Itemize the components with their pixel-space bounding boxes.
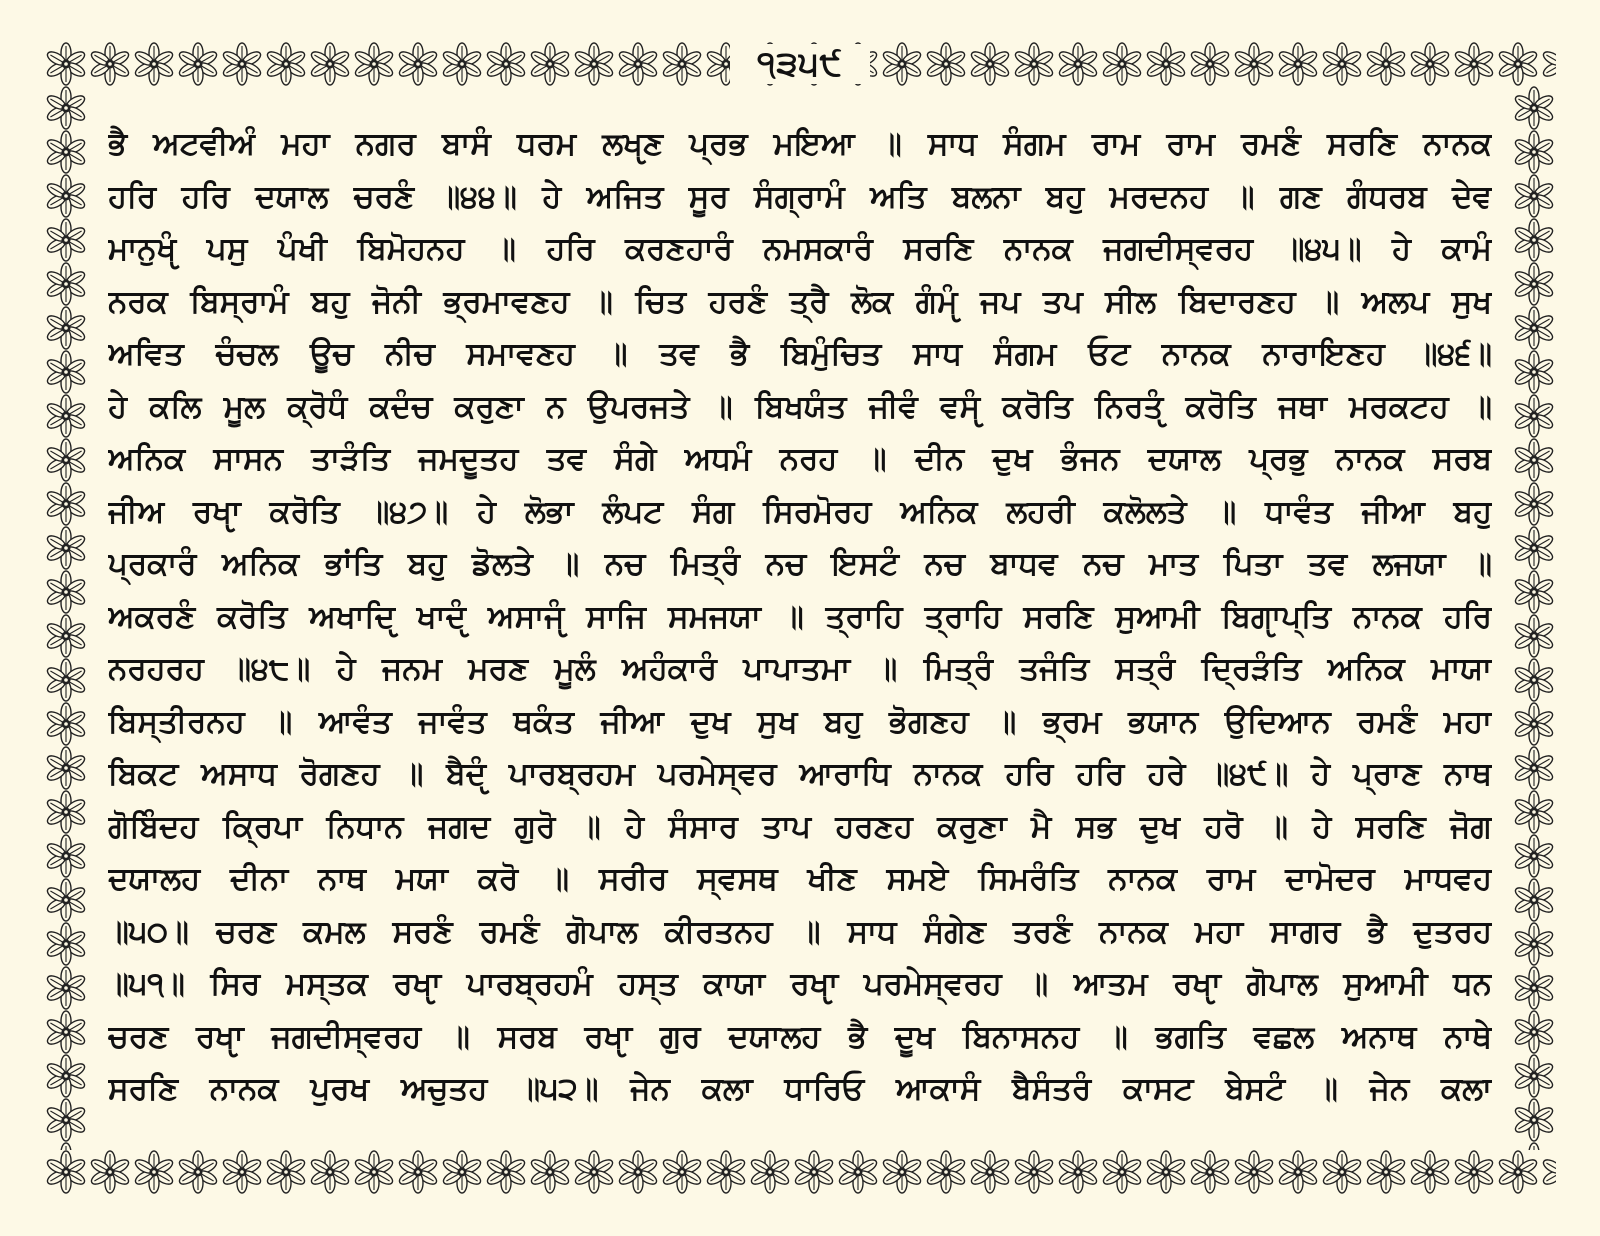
text-line: ਸਰਣਿ ਨਾਨਕ ਪੁਰਖ ਅਚੁਤਹ ॥੫੨॥ ਜੇਨ ਕਲਾ ਧਾਰਿਓ ਆਕਾਸੰ ਬੈਸੰਤਰੰ ਕਾਸਟ ਬੇਸਟੰ ॥ ਜੇਨ ਕਲਾ bbox=[108, 1071, 1492, 1107]
floral-border-right bbox=[1512, 86, 1556, 1150]
text-line: ॥੫੦॥ ਚਰਣ ਕਮਲ ਸਰਣੰ ਰਮਣੰ ਗੋਪਾਲ ਕੀਰਤਨਹ ॥ ਸਾਧ ਸੰਗੇਣ ਤਰਣੰ ਨਾਨਕ ਮਹਾ ਸਾਗਰ ਭੈ ਦੁਤਰਹ bbox=[108, 913, 1492, 950]
floral-border-left bbox=[44, 86, 88, 1150]
text-line: ਭੈ ਅਟਵੀਅੰ ਮਹਾ ਨਗਰ ਬਾਸੰ ਧਰਮ ਲਖੵਣ ਪ੍ਰਭ ਮਇਆ ॥ ਸਾਧ ਸੰਗਮ ਰਾਮ ਰਾਮ ਰਮਣੰ ਸਰਣਿ ਨਾਨਕ bbox=[108, 126, 1492, 162]
text-line: ਗੋਬਿੰਦਹ ਕ੍ਰਿਪਾ ਨਿਧਾਨ ਜਗਦ ਗੁਰੋ ॥ ਹੇ ਸੰਸਾਰ ਤਾਪ ਹਰਣਹ ਕਰੁਣਾ ਮੈ ਸਭ ਦੁਖ ਹਰੋ ॥ ਹੇ ਸਰਣਿ ਜੋਗ bbox=[108, 808, 1492, 845]
text-line: ॥੫੧॥ ਸਿਰ ਮਸ੍ਤਕ ਰਖੵਾ ਪਾਰਬ੍ਰਹਮੰ ਹਸ੍ਤ ਕਾਯਾ ਰਖੵਾ ਪਰਮੇਸ੍ਵਰਹ ॥ ਆਤਮ ਰਖੵਾ ਗੋਪਾਲ ਸੁਆਮੀ ਧਨ bbox=[108, 966, 1492, 1002]
text-line: ਨਰਕ ਬਿਸ੍ਰਾਮੰ ਬਹੁ ਜੋਨੀ ਭ੍ਰਮਾਵਣਹ ॥ ਚਿਤ ਹਰਣੰ ਤ੍ਰੈ ਲੋਕ ਗੰਮੵੰ ਜਪ ਤਪ ਸੀਲ ਬਿਦਾਰਣਹ ॥ ਅਲਪ ਸੁਖ bbox=[108, 283, 1492, 320]
text-line: ਪ੍ਰਕਾਰੰ ਅਨਿਕ ਭਾਂਤਿ ਬਹੁ ਡੋਲਤੇ ॥ ਨਚ ਮਿਤ੍ਰੰ ਨਚ ਇਸਟੰ ਨਚ ਬਾਧਵ ਨਚ ਮਾਤ ਪਿਤਾ ਤਵ ਲਜਯਾ ॥ bbox=[108, 546, 1492, 582]
text-line: ਅਨਿਕ ਸਾਸਨ ਤਾੜੰਤਿ ਜਮਦੂਤਹ ਤਵ ਸੰਗੇ ਅਧਮੰ ਨਰਹ ॥ ਦੀਨ ਦੁਖ ਭੰਜਨ ਦਯਾਲ ਪ੍ਰਭੁ ਨਾਨਕ ਸਰਬ bbox=[108, 441, 1492, 477]
page-number: ੧੩੫੯ bbox=[730, 44, 870, 84]
floral-border-bottom bbox=[44, 1150, 1556, 1194]
text-line: ਮਾਨੁਖੵੰ ਪਸੁ ਪੰਖੀ ਬਿਮੋਹਨਹ ॥ ਹਰਿ ਕਰਣਹਾਰੰ ਨਮਸਕਾਰੰ ਸਰਣਿ ਨਾਨਕ ਜਗਦੀਸ੍ਵਰਹ ॥੪੫॥ ਹੇ ਕਾਮੰ bbox=[108, 231, 1492, 267]
gurbani-text bbox=[108, 118, 1492, 1118]
text-line: ਅਵਿਤ ਚੰਚਲ ਊਚ ਨੀਚ ਸਮਾਵਣਹ ॥ ਤਵ ਭੈ ਬਿਮੁੰਚਿਤ ਸਾਧ ਸੰਗਮ ਓਟ ਨਾਨਕ ਨਾਰਾਇਣਹ ॥੪੬॥ bbox=[108, 336, 1492, 372]
text-line: ਚਰਣ ਰਖੵਾ ਜਗਦੀਸ੍ਵਰਹ ॥ ਸਰਬ ਰਖੵਾ ਗੁਰ ਦਯਾਲਹ ਭੈ ਦੂਖ ਬਿਨਾਸਨਹ ॥ ਭਗਤਿ ਵਛਲ ਅਨਾਥ ਨਾਥੇ bbox=[108, 1018, 1492, 1055]
text-line: ਬਿਕਟ ਅਸਾਧ ਰੋਗਣਹ ॥ ਬੈਦੵੰ ਪਾਰਬ੍ਰਹਮ ਪਰਮੇਸ੍ਵਰ ਆਰਾਧਿ ਨਾਨਕ ਹਰਿ ਹਰਿ ਹਰੇ ॥੪੯॥ ਹੇ ਪ੍ਰਾਣ ਨਾਥ bbox=[108, 756, 1492, 792]
text-line: ਨਰਹਰਹ ॥੪੮॥ ਹੇ ਜਨਮ ਮਰਣ ਮੂਲੰ ਅਹੰਕਾਰੰ ਪਾਪਾਤਮਾ ॥ ਮਿਤ੍ਰੰ ਤਜੰਤਿ ਸਤ੍ਰੰ ਦ੍ਰਿੜੰਤਿ ਅਨਿਕ ਮਾਯਾ bbox=[108, 651, 1492, 687]
text-line: ਹੇ ਕਲਿ ਮੂਲ ਕ੍ਰੋਧੰ ਕਦੰਚ ਕਰੁਣਾ ਨ ਉਪਰਜਤੇ ॥ ਬਿਖਯੰਤ ਜੀਵੰ ਵਸੵੰ ਕਰੋਤਿ ਨਿਰਤੵੰ ਕਰੋਤਿ ਜਥਾ ਮਰਕਟਹ ॥ bbox=[108, 388, 1492, 425]
text-line: ਜੀਅ ਰਖੵਾ ਕਰੋਤਿ ॥੪੭॥ ਹੇ ਲੋਭਾ ਲੰਪਟ ਸੰਗ ਸਿਰਮੋਰਹ ਅਨਿਕ ਲਹਰੀ ਕਲੋਲਤੇ ॥ ਧਾਵੰਤ ਜੀਆ ਬਹੁ bbox=[108, 493, 1492, 530]
text-line: ਹਰਿ ਹਰਿ ਦਯਾਲ ਚਰਣੰ ॥੪੪॥ ਹੇ ਅਜਿਤ ਸੂਰ ਸੰਗ੍ਰਾਮੰ ਅਤਿ ਬਲਨਾ ਬਹੁ ਮਰਦਨਹ ॥ ਗਣ ਗੰਧਰਬ ਦੇਵ bbox=[108, 178, 1492, 215]
text-line: ਅਕਰਣੰ ਕਰੋਤਿ ਅਖਾਦੵਿ ਖਾਦੵੰ ਅਸਾਜੵੰ ਸਾਜਿ ਸਮਜਯਾ ॥ ਤ੍ਰਾਹਿ ਤ੍ਰਾਹਿ ਸਰਣਿ ਸੁਆਮੀ ਬਿਗੵਾਪ੍ਤਿ ਨਾਨਕ ਹਰਿ bbox=[108, 598, 1492, 635]
text-line: ਦਯਾਲਹ ਦੀਨਾ ਨਾਥ ਮਯਾ ਕਰੋ ॥ ਸਰੀਰ ਸ੍ਵਸਥ ਖੀਣ ਸਮਏ ਸਿਮਰੰਤਿ ਨਾਨਕ ਰਾਮ ਦਾਮੋਦਰ ਮਾਧਵਹ bbox=[108, 861, 1492, 897]
text-line: ਬਿਸ੍ਤੀਰਨਹ ॥ ਆਵੰਤ ਜਾਵੰਤ ਥਕੰਤ ਜੀਆ ਦੁਖ ਸੁਖ ਬਹੁ ਭੋਗਣਹ ॥ ਭ੍ਰਮ ਭਯਾਨ ਉਦਿਆਨ ਰਮਣੰ ਮਹਾ bbox=[108, 703, 1492, 740]
